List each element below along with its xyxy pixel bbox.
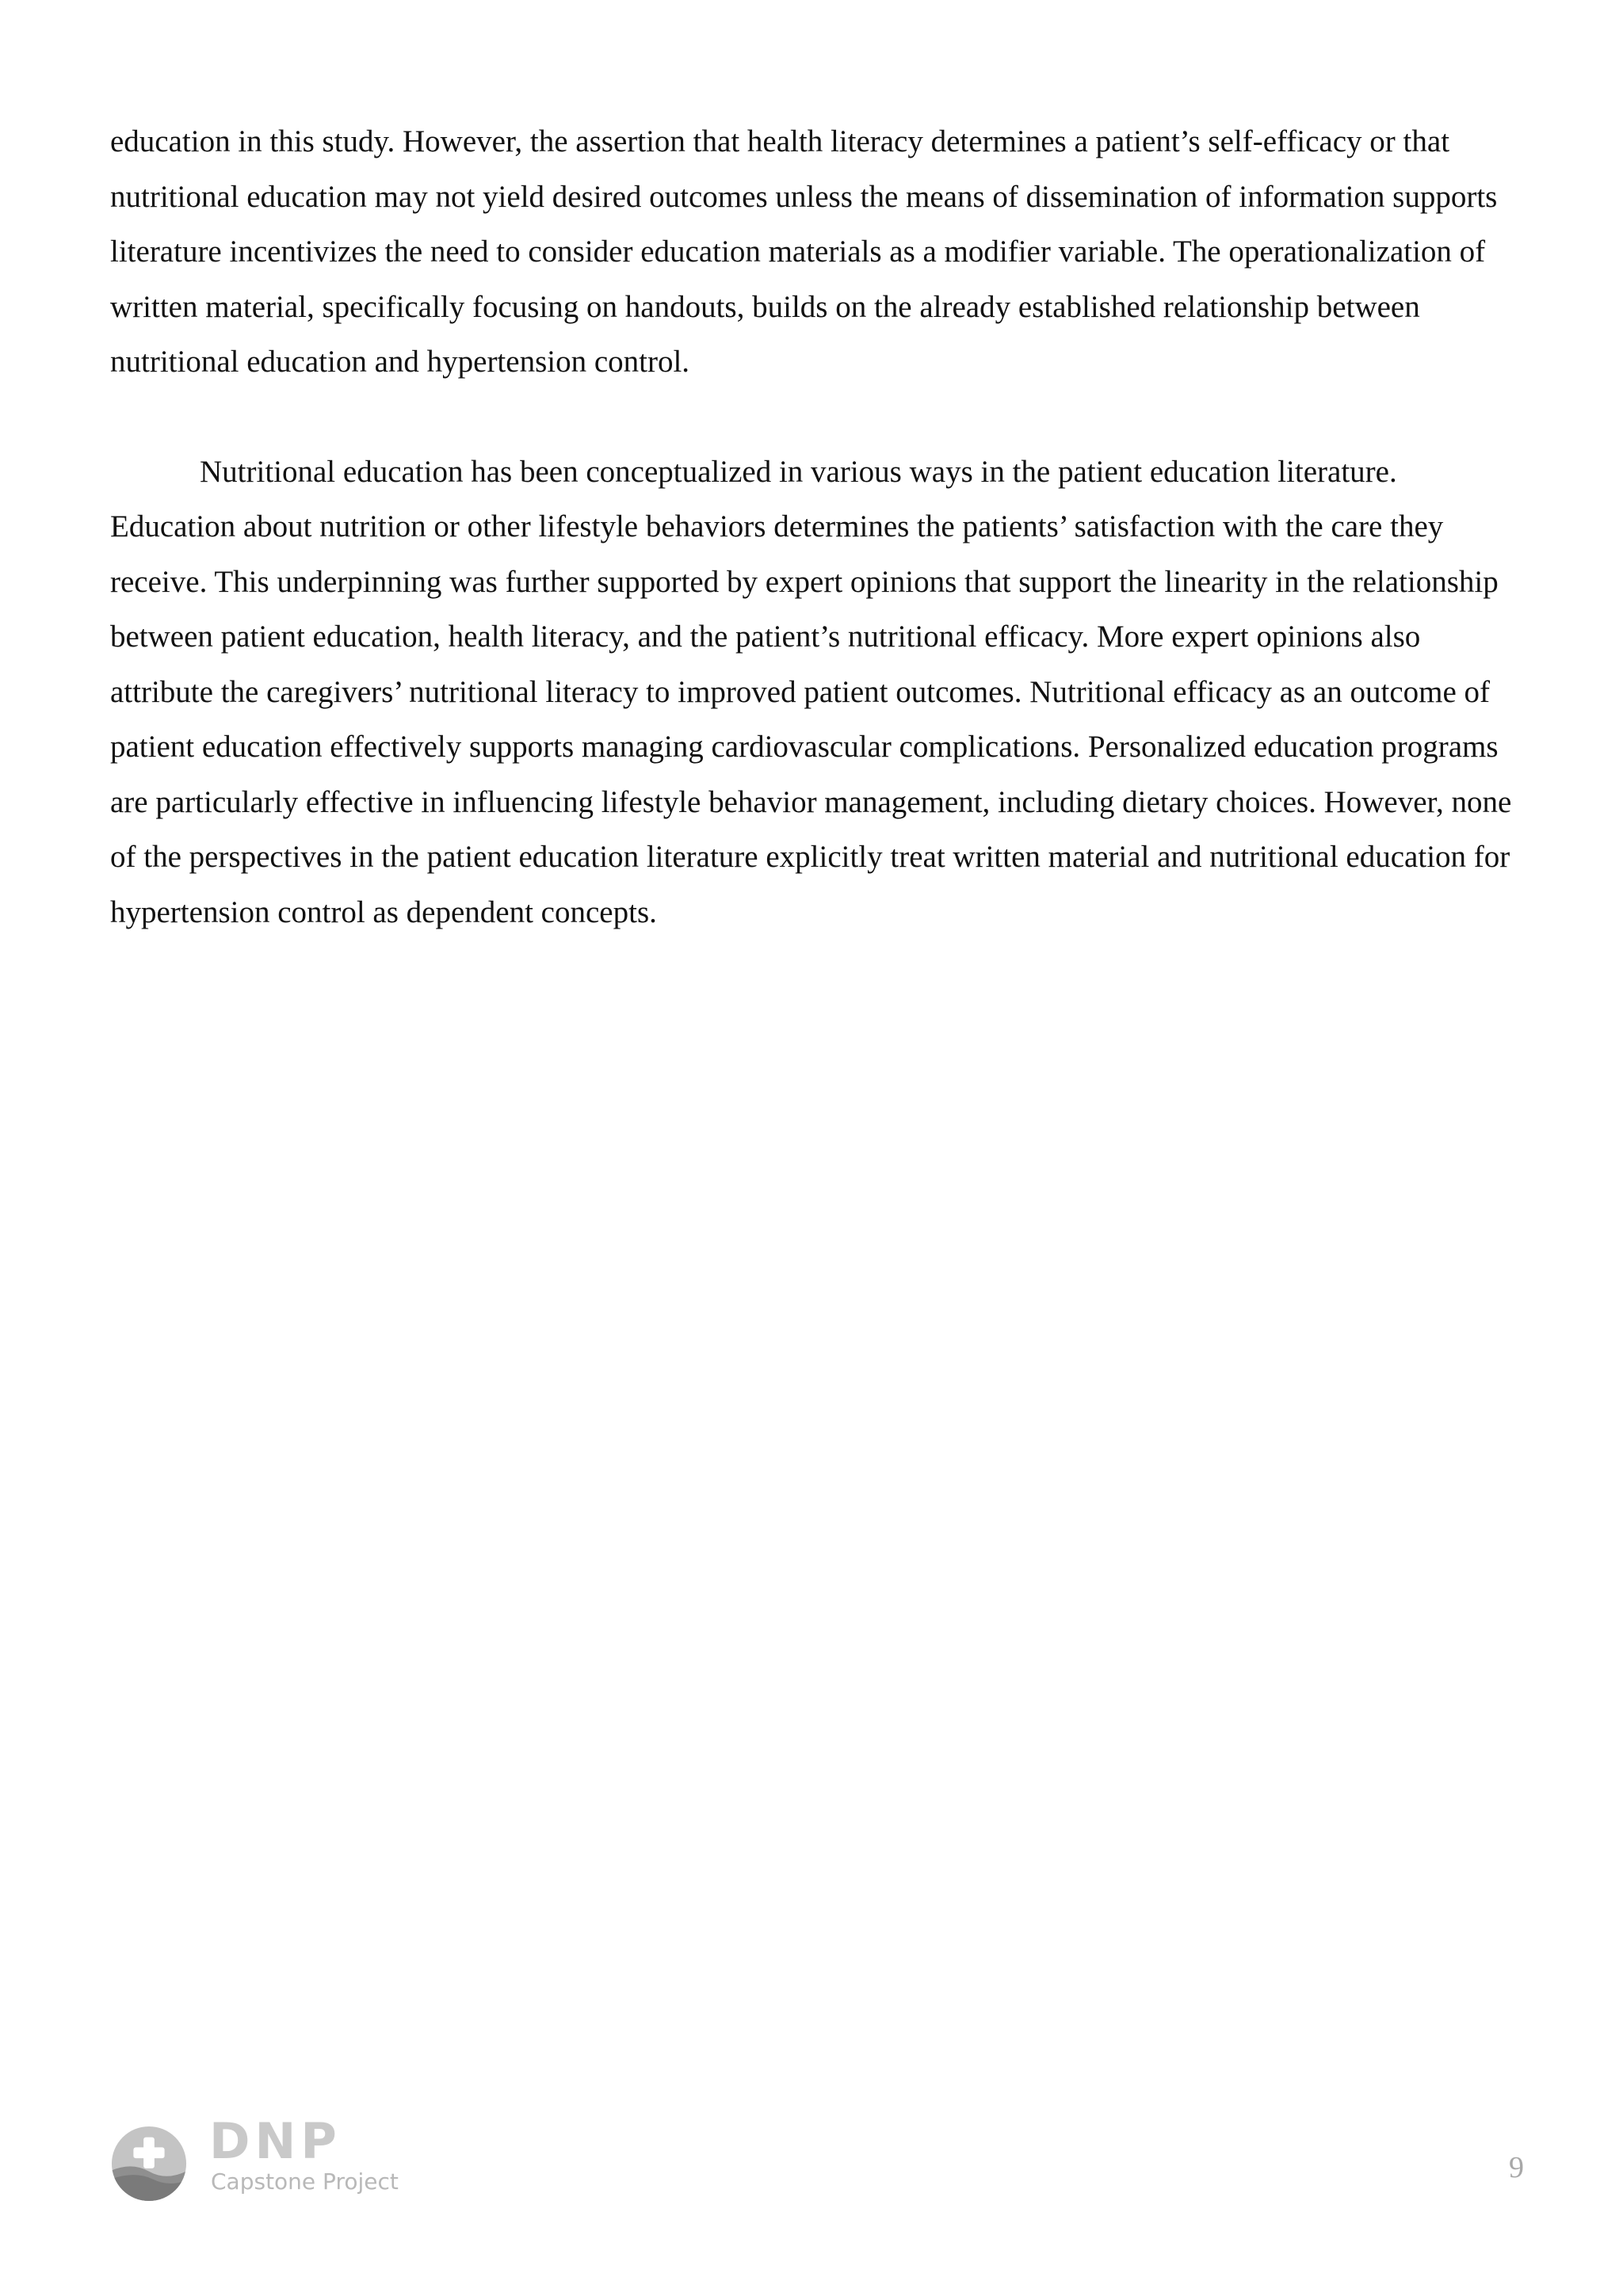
paragraph: education in this study. However, the assertion that health literacy determines a patient’s self-efficacy or that nutritional education may not yield desired outcomes unless the means of dissemination of information supports literature incentivizes the need to consider education materials as a modifier variable. The operationalization of written material, specifically focusing on handouts, builds on the already established relationship between nutritional education and hypertension control. [110,124,1498,379]
paragraph: Nutritional education has been conceptualized in various ways in the patient education literature. Education about nutrition or other lifestyle behaviors determines the patients’ satisfaction with the care they receive. This underpinning was further supported by expert opinions that support the linearity in the relationship between patient education, health literacy, and the patient’s nutritional efficacy. More expert opinions also attribute the caregivers’ nutritional literacy to improved patient outcomes. Nutritional efficacy as an outcome of patient education effectively supports managing cardiovascular complications. Personalized education programs are particularly effective in influencing lifestyle behavior management, including dietary choices. However, none of the perspectives in the patient education literature explicitly treat written material and nutritional education for hypertension control as dependent concepts. [110,454,1512,929]
medical-cross-circle-icon [110,2125,188,2203]
dnp-capstone-logo [110,2112,411,2207]
document-body [110,114,1529,940]
page-footer [110,2112,1529,2215]
logo-subtitle: Capstone Project [211,2168,399,2195]
logo-title: DNP [209,2112,342,2170]
page-number: 9 [1509,2151,1524,2184]
